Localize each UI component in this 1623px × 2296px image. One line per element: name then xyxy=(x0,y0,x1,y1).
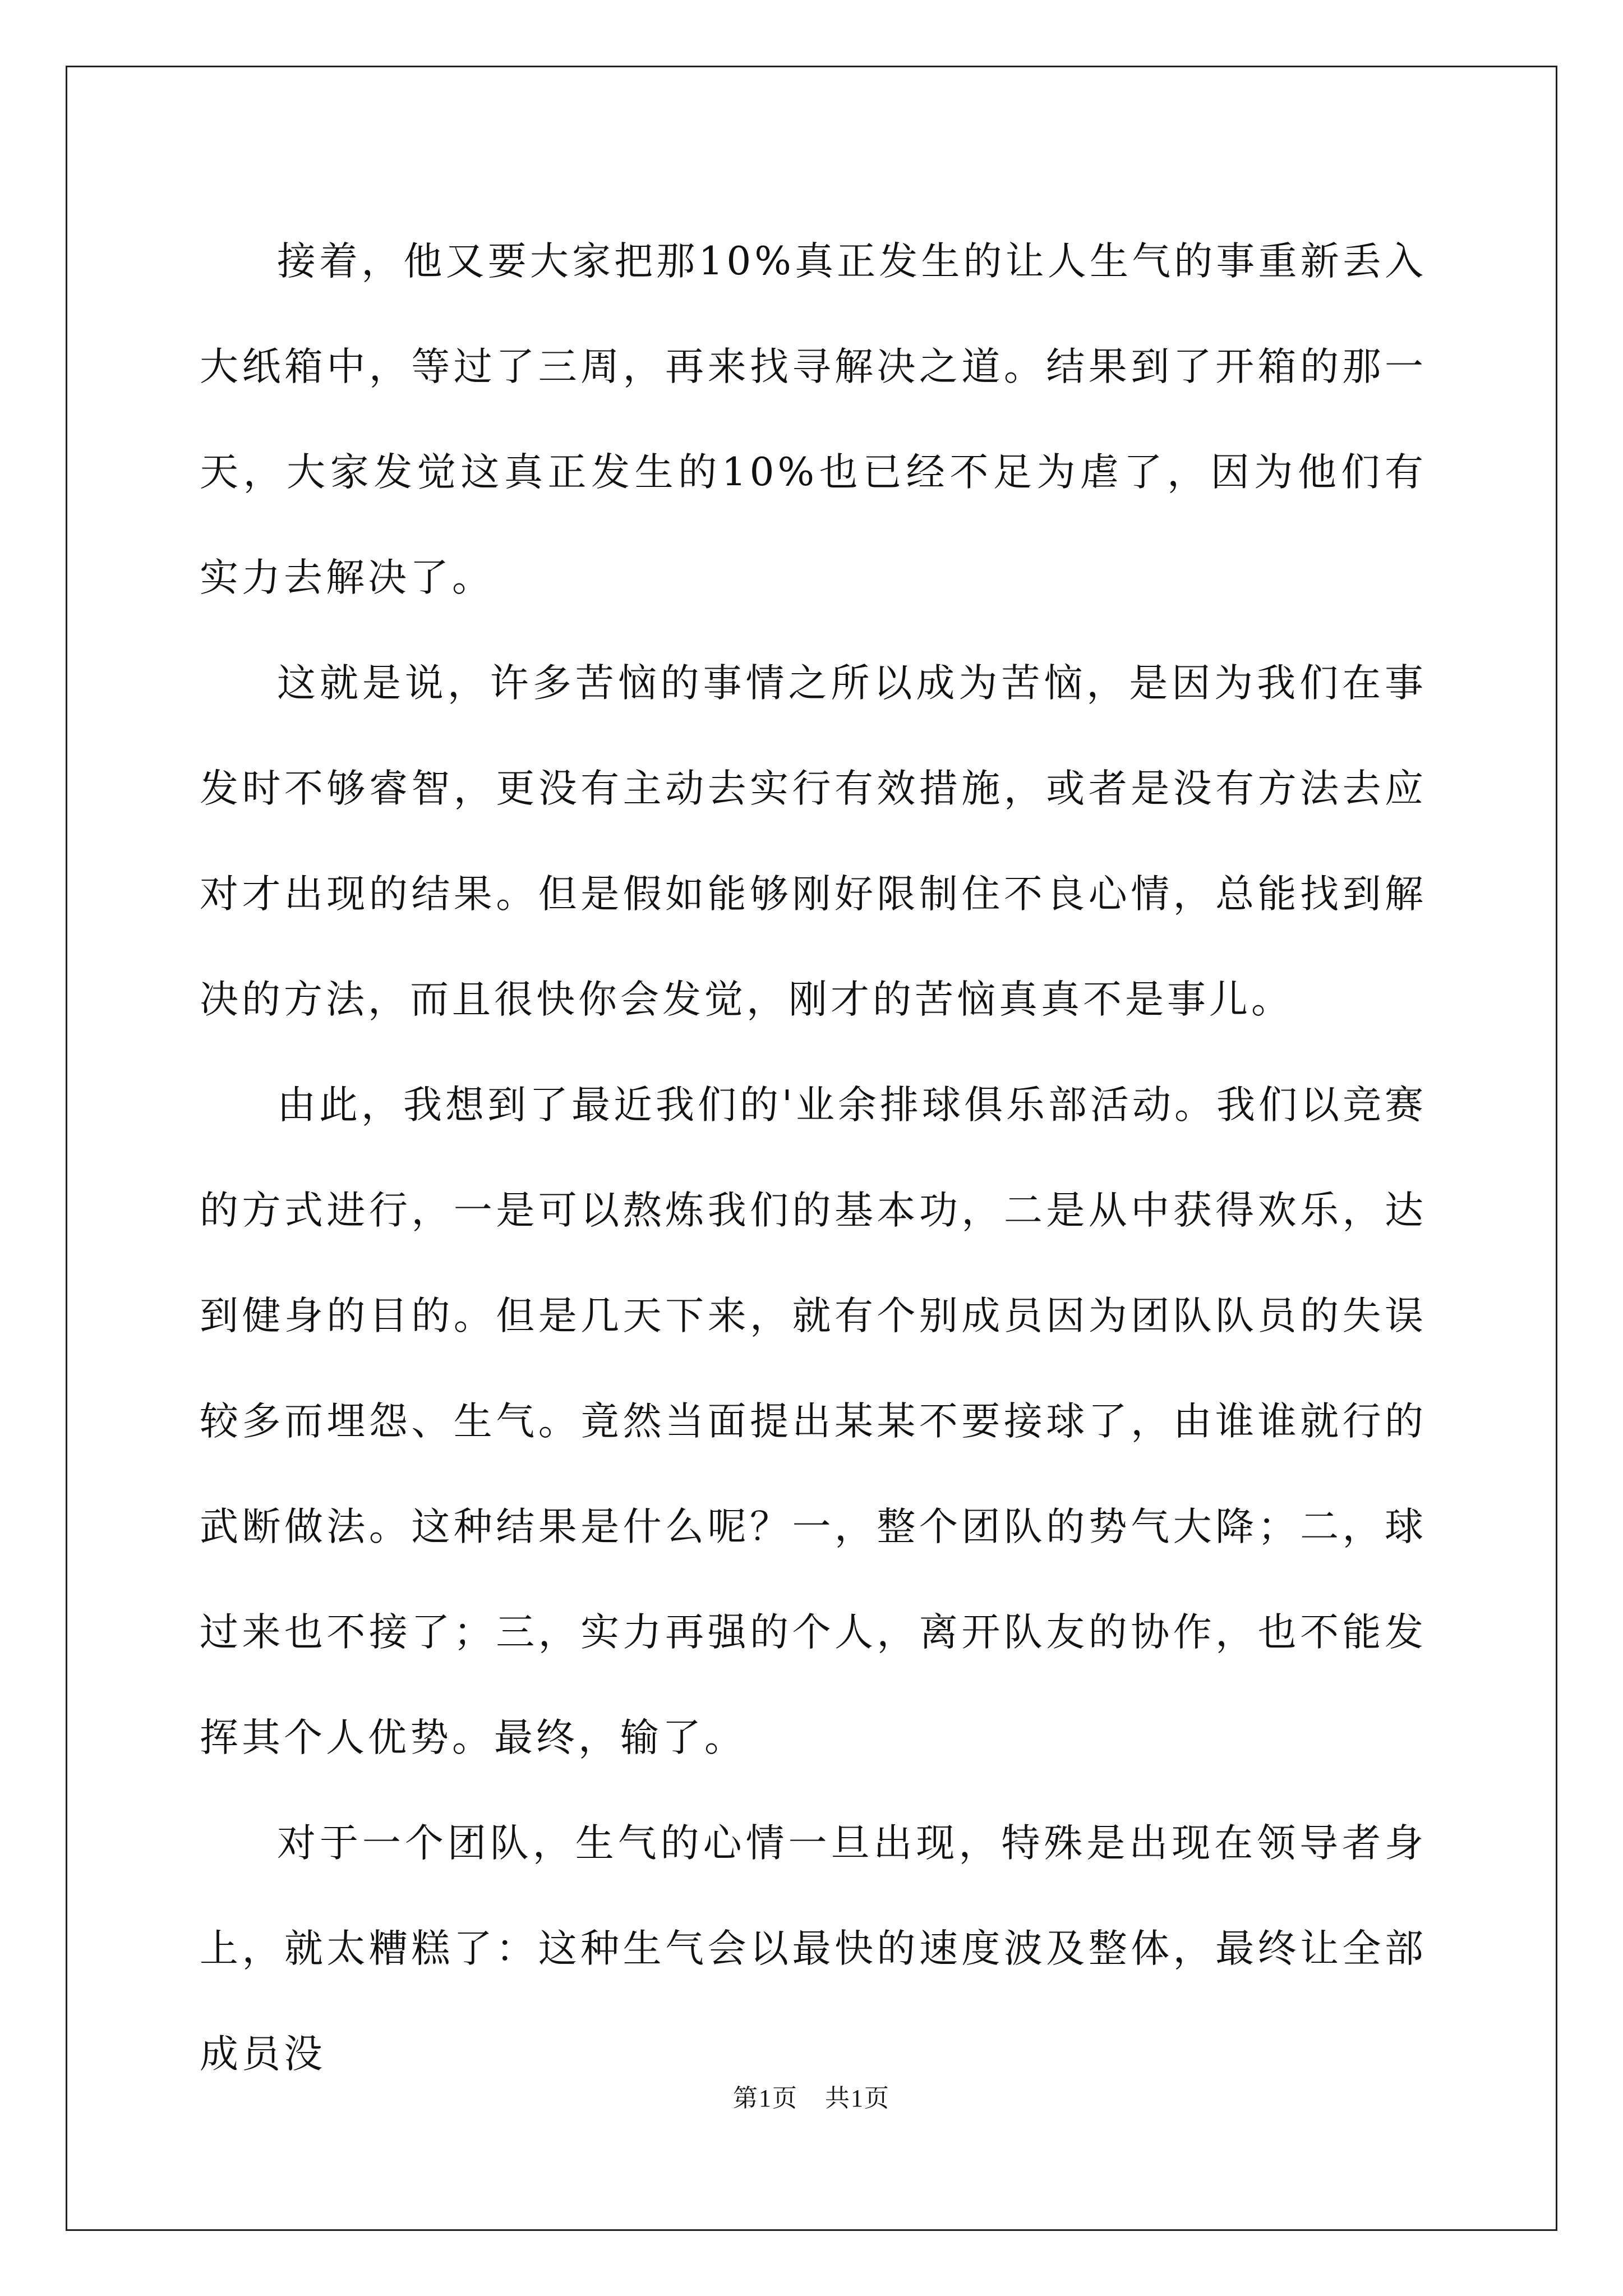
page-number: 第1页 xyxy=(733,2085,798,2112)
paragraph-1: 接着，他又要大家把那10%真正发生的让人生气的事重新丢入大纸箱中，等过了三周，再来找寻解决之道。结果到了开箱的那一天，大家发觉这真正发生的10%也已经不足为虐了，因为他们有实力去解决了。 xyxy=(200,239,1427,600)
paragraph-2: 这就是说，许多苦恼的事情之所以成为苦恼，是因为我们在事发时不够睿智，更没有主动去实行有效措施，或者是没有方法去应对才出现的结果。但是假如能够刚好限制住不良心情，总能找到解决的方法，而且很快你会发觉，刚才的苦恼真真不是事儿。 xyxy=(200,661,1427,1022)
paragraph-3: 由此，我想到了最近我们的'业余排球俱乐部活动。我们以竞赛的方式进行，一是可以熬炼我们的基本功，二是从中获得欢乐，达到健身的目的。但是几天下来，就有个别成员因为团队队员的失误较多而埋怨、生气。竟然当面提出某某不要接球了，由谁谁就行的武断做法。这种结果是什么呢？一，整个团队的势气大降；二，球过来也不接了；三，实力再强的个人，离开队友的协作，也不能发挥其个人优势。最终，输了。 xyxy=(200,1083,1427,1760)
page-total: 共1页 xyxy=(825,2085,890,2112)
paragraph-4: 对于一个团队，生气的心情一旦出现，特殊是出现在领导者身上，就太糟糕了：这种生气会以最快的速度波及整体，最终让全部成员没 xyxy=(200,1821,1427,2077)
page-footer xyxy=(0,2078,1623,2114)
document-body xyxy=(200,209,1427,2107)
